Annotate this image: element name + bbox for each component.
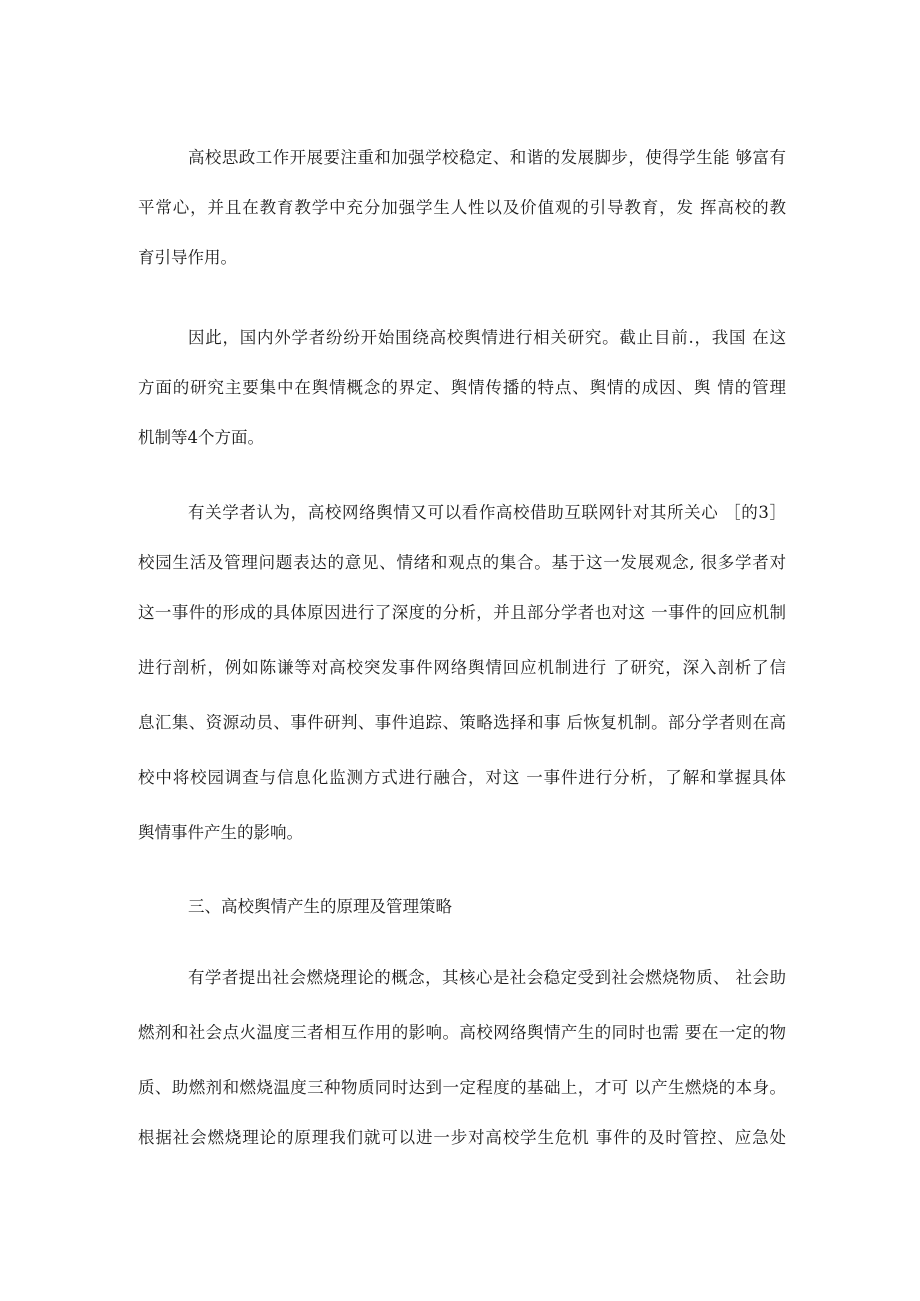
- paragraph-3-line-1: 有关学者认为，高校网络舆情又可以看作高校借助互联网针对其所关心 ［的3］: [188, 503, 786, 522]
- paragraph-2-line-2: 方面的研究主要集中在舆情概念的界定、舆情传播的特点、舆情的成因、舆 情的管理: [138, 378, 786, 397]
- paragraph-3-line-4: 进行剖析，例如陈谦等对高校突发事件网络舆情回应机制进行 了研究，深入剖析了信: [138, 658, 786, 677]
- paragraph-2-line-3: 机制等4个方面。: [138, 428, 264, 447]
- paragraph-4-line-1: 有学者提出社会燃烧理论的概念，其核心是社会稳定受到社会燃烧物质、 社会助: [188, 968, 786, 987]
- paragraph-2-line-1: 因此，国内外学者纷纷开始围绕高校舆情进行相关研究。截止目前.，我国 在这: [188, 328, 786, 347]
- section-heading: 三、高校舆情产生的原理及管理策略: [188, 897, 452, 916]
- paragraph-3-line-5: 息汇集、资源动员、事件研判、事件追踪、策略选择和事 后恢复机制。部分学者则在高: [138, 713, 786, 732]
- paragraph-3-line-7: 舆情事件产生的影响。: [138, 823, 303, 842]
- paragraph-3-line-3: 这一事件的形成的具体原因进行了深度的分析，并且部分学者也对这 一事件的回应机制: [138, 603, 786, 622]
- paragraph-1-line-3: 育引导作用。: [138, 248, 237, 267]
- paragraph-4-line-3: 质、助燃剂和燃烧温度三种物质同时达到一定程度的基础上，才可 以产生燃烧的本身。: [138, 1078, 786, 1097]
- paragraph-1-line-1: 高校思政工作开展要注重和加强学校稳定、和谐的发展脚步，使得学生能 够富有: [188, 148, 786, 167]
- paragraph-1-line-2: 平常心，并且在教育教学中充分加强学生人性以及价值观的引导教育，发 挥高校的教: [138, 198, 786, 217]
- paragraph-4-line-4: 根据社会燃烧理论的原理我们就可以进一步对高校学生危机 事件的及时管控、应急处: [138, 1128, 786, 1147]
- paragraph-4-line-2: 燃剂和社会点火温度三者相互作用的影响。高校网络舆情产生的同时也需 要在一定的物: [138, 1023, 786, 1042]
- paragraph-3-line-2: 校园生活及管理问题表达的意见、情绪和观点的集合。基于这一发展观念, 很多学者对: [138, 553, 786, 572]
- paragraph-3-line-6: 校中将校园调查与信息化监测方式进行融合，对这 一事件进行分析，了解和掌握具体: [138, 768, 786, 787]
